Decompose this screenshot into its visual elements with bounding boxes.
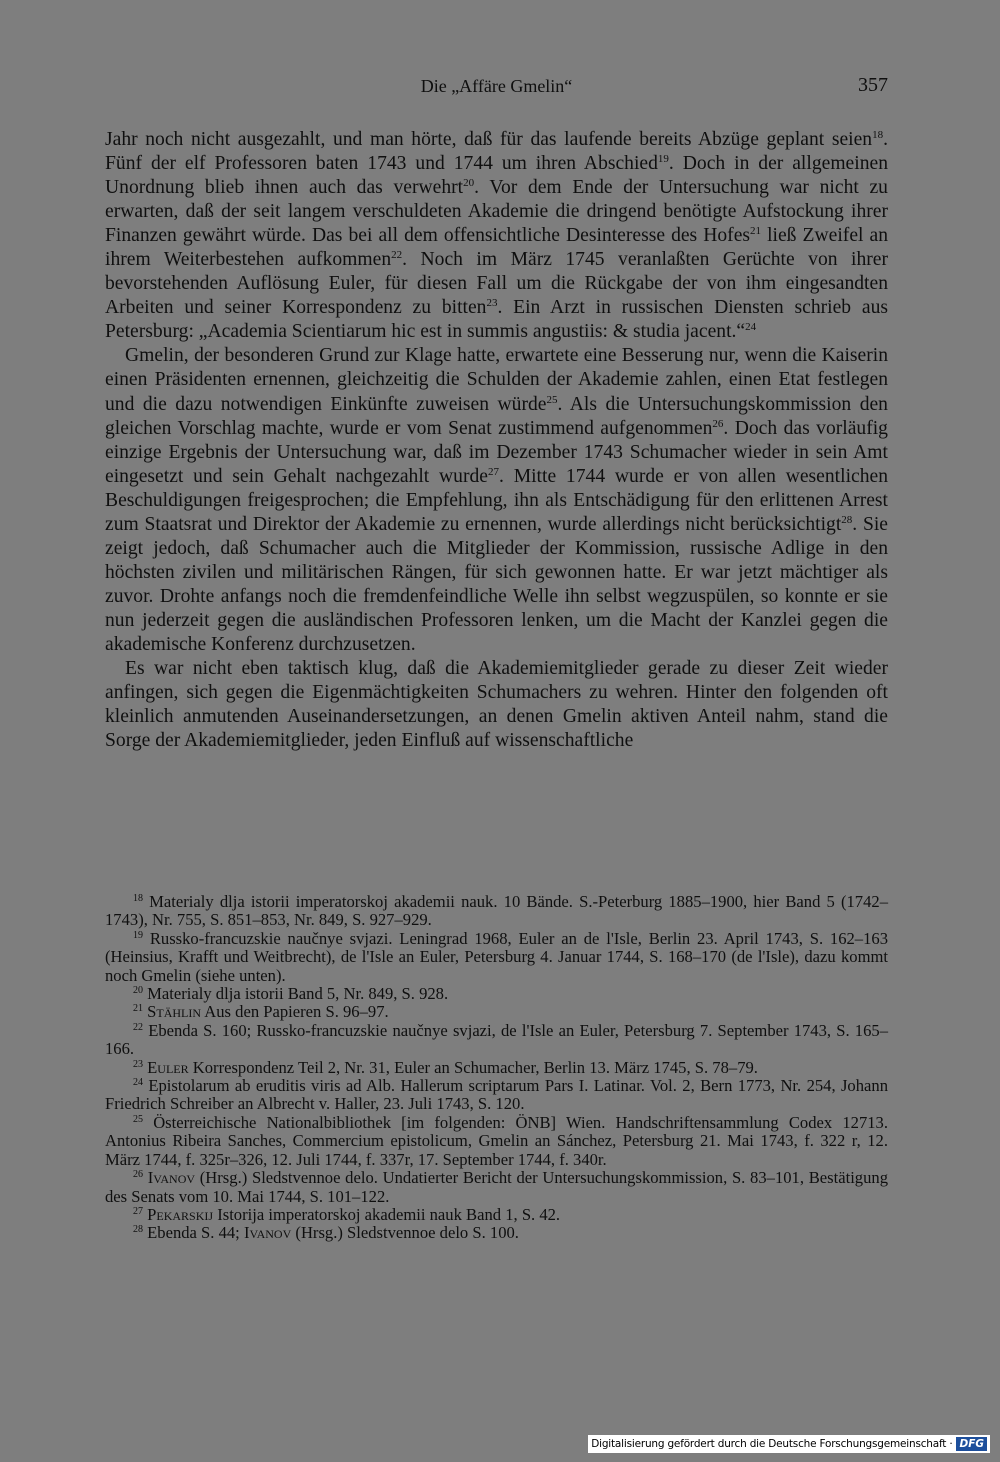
footnote-22: $^{22}$ Ebenda S. 160; Russko-francuzskie naučnye svjazi, de l'Isle an Euler, Petersburg 7. September 1743, S. 165–166. <box>105 1020 888 1059</box>
dfg-logo: DFG <box>956 1437 987 1451</box>
paragraph-2: Gmelin, der besonderen Grund zur Klage hatte, erwartete eine Besserung nur, wenn die Kaiserin einen Präsidenten ernennen, gleichzeitig die Schulden der Akademie zahlen, einen Etat festlegen und die dazu notwendigen Einkünfte zuweisen würde$^{25}$. Als die Untersuchungskommission den gleichen Vorschlag machte, wurde er vom Senat zustimmend aufgenommen$^{26}$. Doch das vorläufig einzige Ergebnis der Untersuchung war, daß im Dezember 1743 Schumacher wieder in sein Amt eingesetzt und sein Gehalt nachgezahlt wurde$^{27}$. Mitte 1744 wurde er von allen wesentlichen Beschuldigungen freigesprochen; die Empfehlung, ihn als Entschädigung für den erlittenen Arrest zum Staatsrat und Direktor der Akademie zu ernennen, wurde allerdings nicht berücksichtigt$^{28}$. Sie zeigt jedoch, daß Schumacher auch die Mitglieder der Kommission, russische Adlige in den höchsten zivilen und militärischen Rängen, für sich gewonnen hatte. Er war jetzt mächtiger als zuvor. Drohte anfangs noch die fremdenfeindliche Welle ihn selbst wegzuspülen, so konnte er sie nun jederzeit gegen die ausländischen Professoren lenken, um die Macht der Kanzlei gegen die akademische Konferenz durchzusetzen. <box>105 345 888 655</box>
footnote-19: $^{19}$ Russko-francuzskie naučnye svjazi. Leningrad 1968, Euler an de l'Isle, Berlin 23. April 1743, S. 162–163 (Heinsius, Krafft und Weitbrecht), de l'Isle an Euler, Petersburg 4. Januar 1744, S. 168–170 (de l'Isle), dazu kommt noch Gmelin (siehe unten). <box>105 928 888 985</box>
body-text <box>105 128 888 753</box>
footnote-ref-19: 19 <box>657 153 669 166</box>
running-title: Die „Affäre Gmelin“ <box>420 76 573 96</box>
footnote-28: $^{28}$ Ebenda S. 44; Ivanov (Hrsg.) Sledstvennoe delo S. 100. <box>133 1223 519 1243</box>
footnote-20: $^{20}$ Materialy dlja istorii Band 5, Nr. 849, S. 928. <box>133 984 449 1004</box>
footnotes <box>105 893 888 1243</box>
footnote-author: Euler <box>147 1057 189 1077</box>
footnote-author: Ivanov <box>147 1168 196 1188</box>
footnote-ref-20: 20 <box>463 177 475 190</box>
footnote-ref-28: 28 <box>841 513 853 526</box>
footnote-27: $^{27}$ Pekarskij Istorija imperatorskoj akademii nauk Band 1, S. 42. <box>133 1204 561 1224</box>
footnote-ref-24: 24 <box>745 321 757 334</box>
footnote-25: $^{25}$ Österreichische Nationalbibliothek [im folgenden: ÖNB] Wien. Handschriftensammlung Codex 12713. Antonius Ribeira Sanches, Commercium epistolicum, Gmelin an Sánchez, Petersburg 21. Mai 1743, f. 322 r, 12. März 1744, f. 325r–326, 12. Juli 1744, f. 337r, 17. September 1744, f. 340r. <box>105 1112 889 1169</box>
dfg-credit-banner <box>588 1435 990 1453</box>
footnote-author: Ivanov <box>243 1223 292 1243</box>
running-head <box>105 72 888 104</box>
page-number: 357 <box>858 74 888 96</box>
paragraph-1: Jahr noch nicht ausgezahlt, und man hörte, daß für das laufende bereits Abzüge geplant seien$^{18}$. Fünf der elf Professoren baten 1743 und 1744 um ihren Abschied$^{19}$. Doch in der allgemeinen Unordnung blieb ihnen auch das verwehrt$^{20}$. Vor dem Ende der Untersuchung war nicht zu erwarten, daß der seit langem verschuldeten Akademie die dringend benötigte Aufstockung ihrer Finanzen gewährt würde. Das bei all dem offensichtliche Desinteresse des Hofes$^{21}$ ließ Zweifel an ihrem Weiterbestehen aufkommen$^{22}$. Noch im März 1745 veranlaßten Gerüchte von ihrer bevorstehenden Auflösung Euler, für diesen Fall um die Rückgabe der von ihm eingesandten Arbeiten und seiner Korrespondenz zu bitten$^{23}$. Ein Arzt in russischen Diensten schrieb aus Petersburg: „Academia Scientiarum hic est in summis angustiis: & studia jacent.“$^{24}$ <box>105 129 888 343</box>
footnote-ref-21: 21 <box>750 225 762 238</box>
footnote-24: $^{24}$ Epistolarum ab eruditis viris ad Alb. Hallerum scriptarum Pars I. Latinar. Vol. 2, Bern 1773, Nr. 254, Johann Friedrich Schreiber an Albrecht v. Haller, 23. Juli 1743, S. 120. <box>105 1076 888 1114</box>
footnote-26: $^{26}$ Ivanov (Hrsg.) Sledstvennoe delo. Undatierter Bericht der Untersuchungskommission, S. 83–101, Bestätigung des Senats vom 10. Mai 1744, S. 101–122. <box>105 1168 888 1206</box>
footnote-23: $^{23}$ Euler Korrespondenz Teil 2, Nr. 31, Euler an Schumacher, Berlin 13. März 1745, S. 78–79. <box>133 1057 758 1077</box>
footnote-ref-27: 27 <box>488 465 499 478</box>
footnote-ref-25: 25 <box>546 393 558 406</box>
footnote-author: Stählin <box>147 1002 202 1022</box>
footnote-ref-26: 26 <box>712 417 724 430</box>
footnote-21: $^{21}$ Stählin Aus den Papieren S. 96–97. <box>133 1002 389 1022</box>
footnote-ref-23: 23 <box>486 297 498 310</box>
footnote-ref-22: 22 <box>391 249 403 262</box>
footnote-author: Pekarskij <box>147 1204 214 1224</box>
credit-text: Digitalisierung gefördert durch die Deutsche Forschungsgemeinschaft · <box>591 1438 953 1450</box>
footnote-18: $^{18}$ Materialy dlja istorii imperatorskoj akademii nauk. 10 Bände. S.-Peterburg 1885–1900, hier Band 5 (1742–1743), Nr. 755, S. 851–853, Nr. 849, S. 927–929. <box>105 892 888 930</box>
footnote-ref-18: 18 <box>872 129 884 141</box>
paragraph-3: Es war nicht eben taktisch klug, daß die Akademiemitglieder gerade zu dieser Zeit wieder anfingen, sich gegen die Eigenmächtigkeiten Schumachers zu wehren. Hinter den folgenden oft kleinlich anmutenden Auseinandersetzungen, an denen Gmelin aktiven Anteil nahm, stand die Sorge der Akademiemitglieder, jeden Einfluß auf wissenschaftliche <box>105 658 888 752</box>
